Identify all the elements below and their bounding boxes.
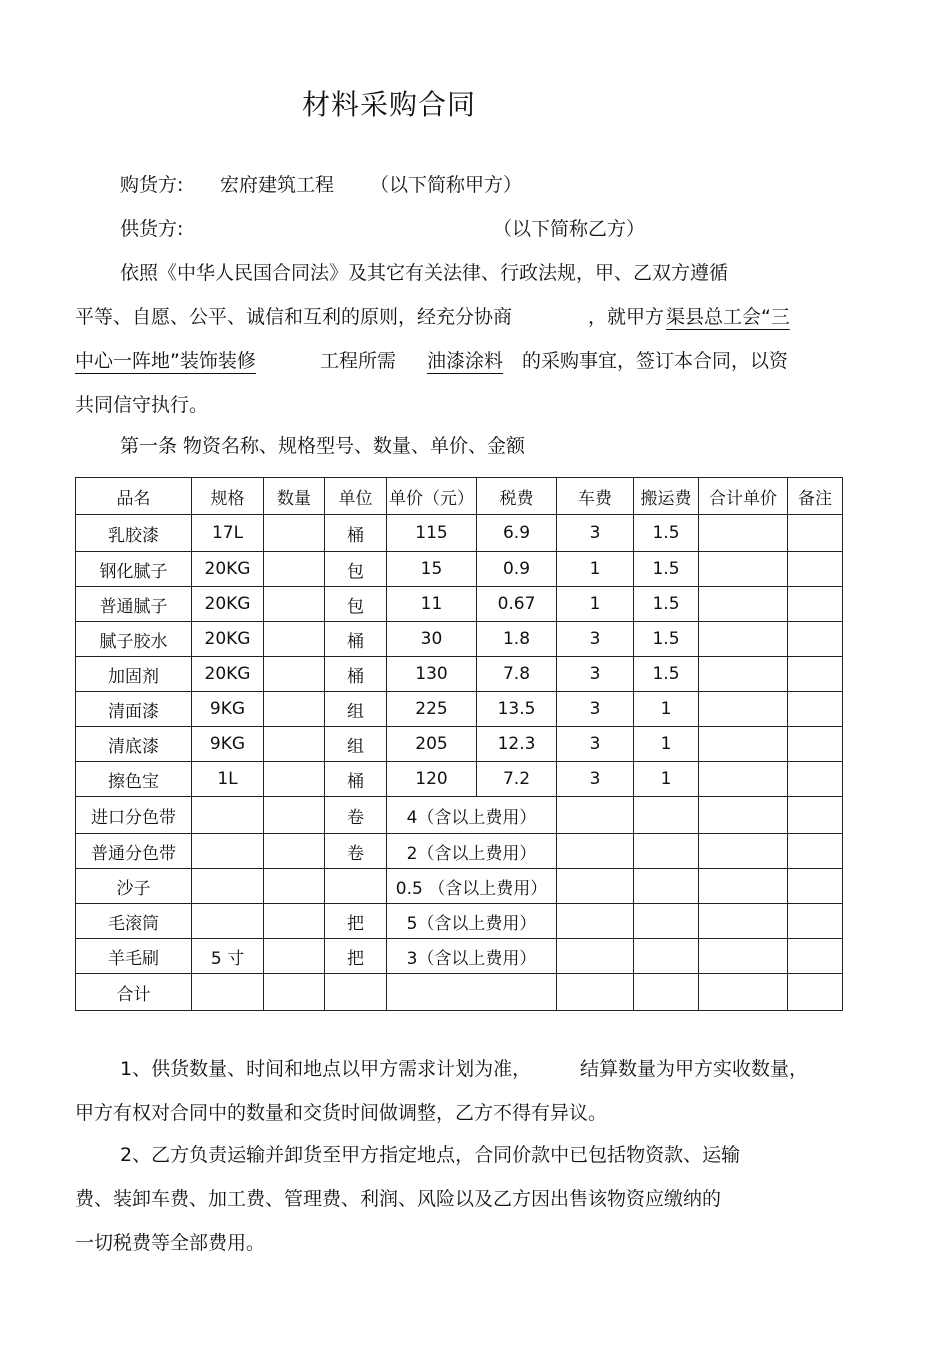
- table-row: [76, 904, 843, 939]
- table-cell: 115: [387, 515, 477, 552]
- table-cell: [699, 515, 788, 552]
- table-cell: [557, 974, 634, 1011]
- table-cell: [325, 869, 387, 904]
- clause-1-line-1-tail: 结算数量为甲方实收数量，: [580, 1058, 809, 1080]
- table-cell: [264, 904, 325, 939]
- project-name-part-2: 中心一阵地”装饰装修: [75, 350, 256, 372]
- table-cell: [788, 727, 843, 762]
- table-cell: [192, 834, 264, 869]
- table-row: [76, 762, 843, 797]
- table-cell: 4（含以上费用）: [387, 797, 557, 834]
- table-cell: 加固剂: [76, 657, 192, 692]
- table-cell: 包: [325, 587, 387, 622]
- column-header: 备注: [788, 478, 843, 515]
- table-body-merged: [76, 797, 843, 974]
- table-cell: [699, 762, 788, 797]
- column-header: 合计单价: [699, 478, 788, 515]
- table-cell: [788, 587, 843, 622]
- clause-1-line-1: 1、供货数量、时间和地点以甲方需求计划为准，: [120, 1058, 532, 1080]
- total-label: 合计: [76, 974, 192, 1011]
- table-cell: [557, 834, 634, 869]
- intro-line-2-tail: ，就甲方: [588, 306, 665, 328]
- table-cell: 组: [325, 727, 387, 762]
- table-cell: 7.8: [477, 657, 557, 692]
- table-cell: 包: [325, 552, 387, 587]
- intro-line-3-tail: 的采购事宜，签订本合同，以资: [522, 350, 789, 372]
- table-cell: [264, 515, 325, 552]
- table-cell: 卷: [325, 834, 387, 869]
- table-cell: [264, 692, 325, 727]
- table-cell: [699, 904, 788, 939]
- table-cell: 30: [387, 622, 477, 657]
- table-cell: [699, 552, 788, 587]
- table-cell: [788, 692, 843, 727]
- table-cell: 11: [387, 587, 477, 622]
- table-cell: [264, 727, 325, 762]
- table-cell: [788, 552, 843, 587]
- table-cell: [557, 797, 634, 834]
- table-cell: 桶: [325, 622, 387, 657]
- table-row: [76, 657, 843, 692]
- table-cell: 20KG: [192, 657, 264, 692]
- table-cell: 1: [634, 692, 699, 727]
- table-cell: [634, 974, 699, 1011]
- document-title: 材料采购合同: [302, 88, 477, 121]
- column-header: 搬运费: [634, 478, 699, 515]
- table-cell: [699, 939, 788, 974]
- table-cell: 20KG: [192, 552, 264, 587]
- table-cell: 0.9: [477, 552, 557, 587]
- table-cell: [264, 622, 325, 657]
- table-cell: [264, 587, 325, 622]
- buyer-name: 宏府建筑工程: [220, 174, 335, 196]
- table-cell: 1.5: [634, 657, 699, 692]
- table-cell: [557, 904, 634, 939]
- buyer-abbreviation: （以下简称甲方）: [370, 174, 523, 196]
- table-cell: 1.5: [634, 515, 699, 552]
- table-cell: [634, 939, 699, 974]
- table-cell: 毛滚筒: [76, 904, 192, 939]
- table-cell: 1: [634, 727, 699, 762]
- table-cell: 1: [634, 762, 699, 797]
- table-cell: 清底漆: [76, 727, 192, 762]
- table-cell: 20KG: [192, 622, 264, 657]
- table-cell: [634, 797, 699, 834]
- table-cell: 沙子: [76, 869, 192, 904]
- table-cell: 腻子胶水: [76, 622, 192, 657]
- table-cell: 3: [557, 692, 634, 727]
- table-cell: [788, 797, 843, 834]
- project-name-part-1: 渠县总工会“三: [666, 306, 790, 328]
- table-cell: 普通腻子: [76, 587, 192, 622]
- table-cell: 9KG: [192, 727, 264, 762]
- column-header: 车费: [557, 478, 634, 515]
- table-cell: [788, 974, 843, 1011]
- clause-1-line-2: 甲方有权对合同中的数量和交货时间做调整，乙方不得有异议。: [75, 1102, 608, 1124]
- table-cell: [699, 692, 788, 727]
- table-cell: 5 寸: [192, 939, 264, 974]
- table-row: [76, 515, 843, 552]
- table-cell: [699, 587, 788, 622]
- clause-2-line-3: 一切税费等全部费用。: [75, 1232, 266, 1254]
- table-cell: 120: [387, 762, 477, 797]
- table-cell: [788, 834, 843, 869]
- column-header: 单位: [325, 478, 387, 515]
- buyer-label: 购货方:: [120, 174, 184, 196]
- table-cell: 1L: [192, 762, 264, 797]
- table-cell: [264, 974, 325, 1011]
- table-cell: 1.5: [634, 587, 699, 622]
- table-cell: 卷: [325, 797, 387, 834]
- table-cell: 0.67: [477, 587, 557, 622]
- table-cell: [264, 797, 325, 834]
- table-body: [76, 515, 843, 797]
- column-header: 税费: [477, 478, 557, 515]
- table-cell: [557, 939, 634, 974]
- table-cell: 1: [557, 552, 634, 587]
- table-cell: [699, 797, 788, 834]
- table-cell: [192, 869, 264, 904]
- table-row: [76, 797, 843, 834]
- table-cell: 5（含以上费用）: [387, 904, 557, 939]
- table-cell: 7.2: [477, 762, 557, 797]
- table-cell: [634, 834, 699, 869]
- material-name: 油漆涂料: [426, 350, 503, 372]
- table-cell: [325, 974, 387, 1011]
- table-cell: 3: [557, 762, 634, 797]
- table-cell: 12.3: [477, 727, 557, 762]
- table-cell: 0.5 （含以上费用）: [387, 869, 557, 904]
- table-row: [76, 869, 843, 904]
- table-cell: 3: [557, 622, 634, 657]
- table-cell: 乳胶漆: [76, 515, 192, 552]
- table-cell: 把: [325, 939, 387, 974]
- article-1-heading: 第一条 物资名称、规格型号、数量、单价、金额: [120, 435, 526, 457]
- table-cell: [264, 762, 325, 797]
- table-cell: 桶: [325, 515, 387, 552]
- table-cell: 组: [325, 692, 387, 727]
- table-row: [76, 834, 843, 869]
- table-cell: [788, 657, 843, 692]
- table-cell: [264, 939, 325, 974]
- intro-line-1: 依照《中华人民国合同法》及其它有关法律、行政法规，甲、乙双方遵循: [120, 262, 729, 284]
- intro-line-4: 共同信守执行。: [75, 394, 209, 416]
- table-row: [76, 552, 843, 587]
- table-cell: 3: [557, 657, 634, 692]
- table-cell: [264, 552, 325, 587]
- table-cell: 13.5: [477, 692, 557, 727]
- table-cell: 桶: [325, 762, 387, 797]
- table-cell: 205: [387, 727, 477, 762]
- table-row: [76, 939, 843, 974]
- table-cell: [387, 974, 557, 1011]
- column-header: 数量: [264, 478, 325, 515]
- table-cell: 桶: [325, 657, 387, 692]
- table-cell: [699, 657, 788, 692]
- table-cell: 擦色宝: [76, 762, 192, 797]
- table-cell: 9KG: [192, 692, 264, 727]
- clause-2-line-2: 费、装卸车费、加工费、管理费、利润、风险以及乙方因出售该物资应缴纳的: [75, 1188, 722, 1210]
- table-row: [76, 587, 843, 622]
- table-cell: 3: [557, 515, 634, 552]
- column-header: 单价（元）: [387, 478, 477, 515]
- table-row: [76, 727, 843, 762]
- table-cell: [264, 657, 325, 692]
- table-cell: 15: [387, 552, 477, 587]
- intro-line-2: 平等、自愿、公平、诚信和互利的原则，经充分协商: [75, 306, 513, 328]
- table-cell: [788, 939, 843, 974]
- table-cell: [634, 869, 699, 904]
- table-cell: [264, 869, 325, 904]
- table-cell: [264, 834, 325, 869]
- table-cell: 3（含以上费用）: [387, 939, 557, 974]
- table-cell: [788, 869, 843, 904]
- supplier-label: 供货方:: [120, 218, 184, 240]
- table-cell: 把: [325, 904, 387, 939]
- table-cell: [788, 515, 843, 552]
- table-row: [76, 692, 843, 727]
- table-cell: 清面漆: [76, 692, 192, 727]
- table-cell: 羊毛刷: [76, 939, 192, 974]
- table-cell: 20KG: [192, 587, 264, 622]
- table-cell: 进口分色带: [76, 797, 192, 834]
- table-cell: [788, 622, 843, 657]
- table-cell: 1.8: [477, 622, 557, 657]
- column-header: 规格: [192, 478, 264, 515]
- table-cell: 17L: [192, 515, 264, 552]
- column-header: 品名: [76, 478, 192, 515]
- table-cell: [699, 622, 788, 657]
- table-header-row: [76, 478, 843, 515]
- table-cell: [634, 904, 699, 939]
- table-cell: 3: [557, 727, 634, 762]
- table-cell: [557, 869, 634, 904]
- table-cell: [699, 834, 788, 869]
- table-cell: 1: [557, 587, 634, 622]
- table-cell: [192, 974, 264, 1011]
- clause-2-line-1: 2、乙方负责运输并卸货至甲方指定地点，合同价款中已包括物资款、运输: [120, 1144, 741, 1166]
- table-row: [76, 622, 843, 657]
- table-cell: [192, 904, 264, 939]
- table-total-row: [76, 974, 843, 1011]
- materials-table: [75, 477, 843, 1011]
- intro-line-3: 工程所需: [320, 350, 397, 372]
- table-cell: 1.5: [634, 552, 699, 587]
- table-cell: 普通分色带: [76, 834, 192, 869]
- table-cell: 225: [387, 692, 477, 727]
- supplier-abbreviation: （以下简称乙方）: [493, 218, 646, 240]
- table-cell: [788, 904, 843, 939]
- table-cell: [699, 727, 788, 762]
- table-cell: 钢化腻子: [76, 552, 192, 587]
- table-cell: 1.5: [634, 622, 699, 657]
- table-cell: 130: [387, 657, 477, 692]
- table-cell: 2（含以上费用）: [387, 834, 557, 869]
- table-cell: 6.9: [477, 515, 557, 552]
- table-cell: [699, 869, 788, 904]
- table-cell: [788, 762, 843, 797]
- table-cell: [699, 974, 788, 1011]
- table-cell: [192, 797, 264, 834]
